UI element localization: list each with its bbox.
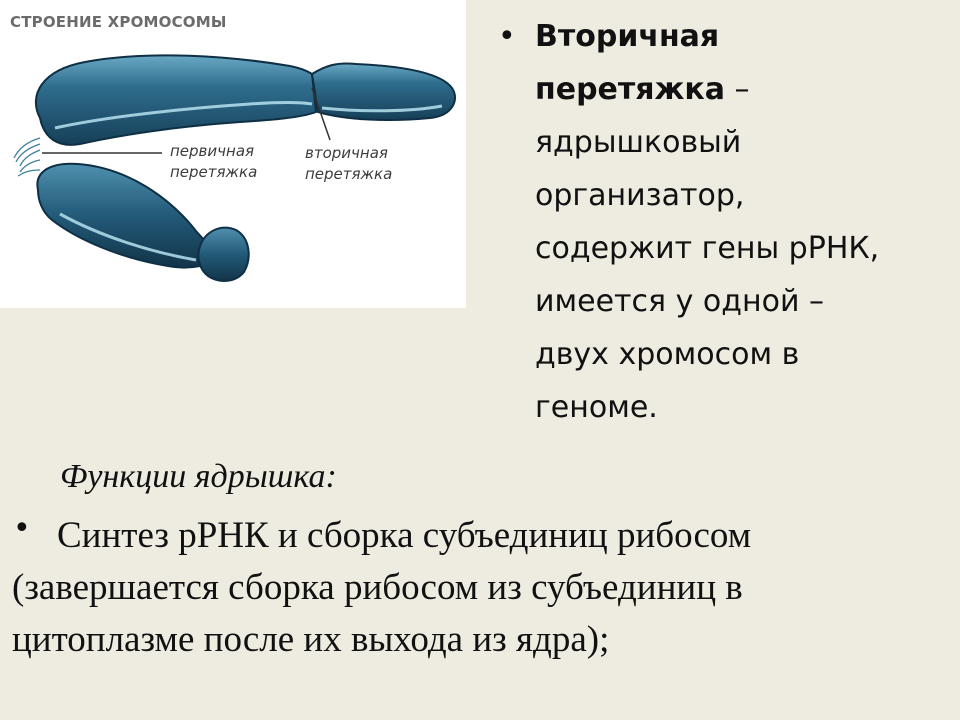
text-line: ядрышковый xyxy=(535,125,742,160)
text-line: геноме. xyxy=(535,390,658,425)
spindle-fibres xyxy=(14,138,40,176)
chromosome-figure xyxy=(0,0,466,308)
upper-chromatid-long-arm xyxy=(36,55,316,145)
secondary-label-line1: вторичная xyxy=(305,144,388,162)
functions-bullet-text xyxy=(12,510,942,666)
text-line: имеется у одной – xyxy=(535,284,824,319)
term-line-2 xyxy=(535,63,940,116)
figure-title: СТРОЕНИЕ ХРОМОСОМЫ xyxy=(10,13,227,31)
term-line-1: Вторичная xyxy=(535,19,720,54)
secondary-constriction-text xyxy=(535,10,940,434)
lower-chromatid-short-arm xyxy=(198,228,248,281)
functions-bullet-dot: • xyxy=(13,511,31,546)
functions-line: Синтез рРНК и сборка субъединиц рибосом xyxy=(57,515,752,556)
secondary-label-line2: перетяжка xyxy=(305,165,393,183)
term-line-2-rest: – xyxy=(725,72,750,107)
functions-line: цитоплазме после их выхода из ядра); xyxy=(12,619,610,660)
functions-line: (завершается сборка рибосом из субъединиц в xyxy=(12,567,743,608)
primary-constriction-label xyxy=(170,141,257,183)
text-line: организатор, xyxy=(535,178,745,213)
bullet-dot: • xyxy=(498,19,516,54)
secondary-constriction-label xyxy=(305,143,392,185)
text-line: двух хромосом в xyxy=(535,337,800,372)
primary-label-line1: первичная xyxy=(170,142,255,160)
primary-label-line2: перетяжка xyxy=(170,163,258,181)
functions-heading: Функции ядрышка: xyxy=(60,458,337,495)
text-line: содержит гены рРНК, xyxy=(535,231,880,266)
term-line-2-bold: перетяжка xyxy=(535,72,726,107)
